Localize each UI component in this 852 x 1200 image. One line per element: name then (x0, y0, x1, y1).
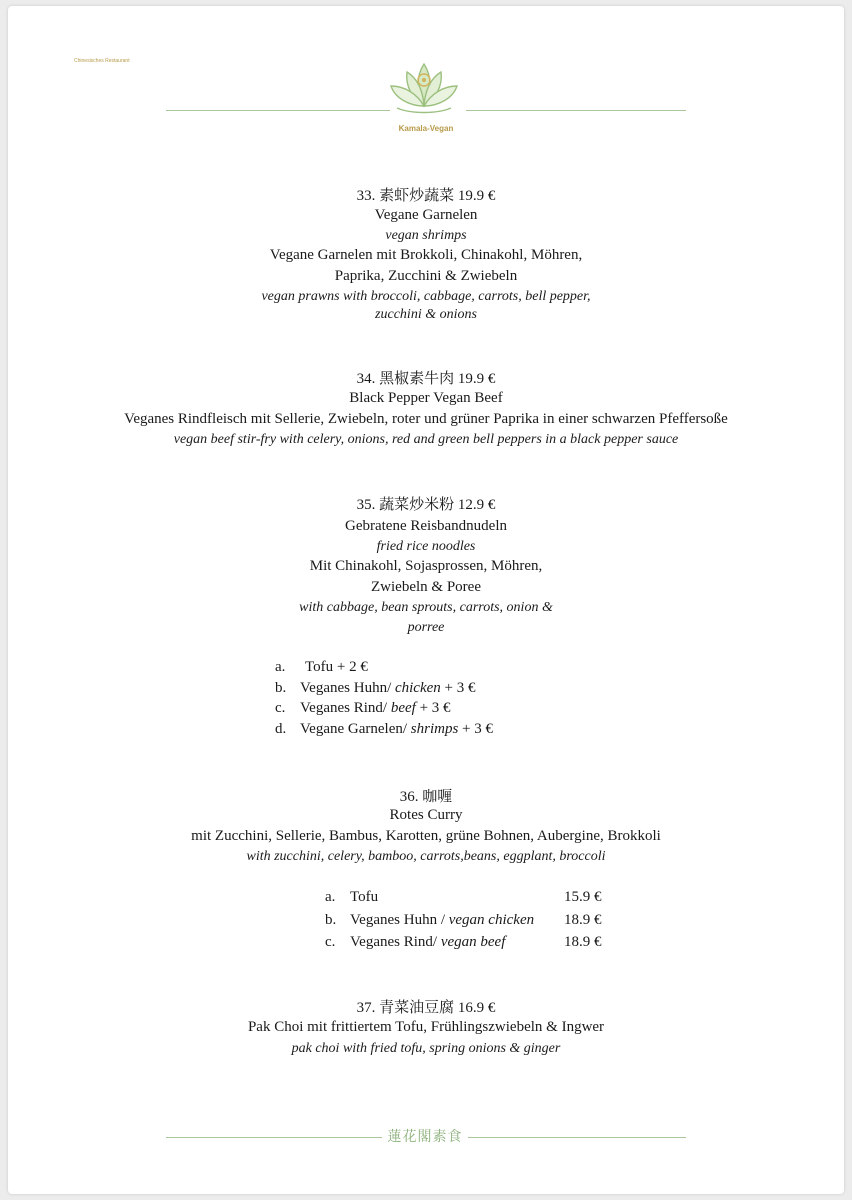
item-37-title: 37. 青菜油豆腐 16.9 € (356, 1000, 496, 1016)
item-34-desc-de: Veganes Rindfleisch mit Sellerie, Zwiebeln, roter und grüner Paprika in einer schwarzen Pfeffersoße (124, 411, 728, 427)
item-36-option-letter: a. (325, 889, 336, 905)
item-36-option-text: Tofu (350, 889, 379, 905)
item-36-option-text: Veganes Rind/ vegan beef (350, 934, 506, 950)
item-35-name-de: Gebratene Reisbandnudeln (344, 518, 508, 534)
item-36-option-price: 18.9 € (564, 912, 602, 928)
item-33-desc-en-1: vegan prawns with broccoli, cabbage, carrots, bell pepper, (261, 289, 591, 304)
item-33-desc-de-2: Paprika, Zucchini & Zwiebeln (334, 268, 518, 284)
item-35-desc-en-1: with cabbage, bean sprouts, carrots, onion & (299, 600, 553, 615)
item-35-option-letter: d. (275, 721, 287, 737)
item-35-option-text: Tofu + 2 € (305, 659, 368, 675)
item-36-name: Rotes Curry (389, 807, 463, 823)
item-35-desc-de-1: Mit Chinakohl, Sojasprossen, Möhren, (309, 558, 543, 574)
item-36-option-letter: c. (325, 934, 336, 950)
item-36-title: 36. 咖喱 (399, 789, 453, 805)
small-brand-label: Chinesisches Restaurant (74, 58, 130, 64)
item-36-desc-de: mit Zucchini, Sellerie, Bambus, Karotten, grüne Bohnen, Aubergine, Brokkoli (191, 828, 661, 844)
item-35-option-letter: c. (275, 700, 286, 716)
item-35-name-en: fried rice noodles (376, 539, 476, 554)
item-37-desc-en: pak choi with fried tofu, spring onions & ginger (291, 1041, 561, 1056)
item-36-option-price: 15.9 € (564, 889, 602, 905)
item-35-desc-de-2: Zwiebeln & Poree (371, 579, 481, 595)
brand-name: Kamala-Vegan (398, 124, 454, 133)
item-35-option-text: Vegane Garnelen/ shrimps + 3 € (300, 721, 494, 737)
item-36-option-letter: b. (325, 912, 337, 928)
item-35-title: 35. 蔬菜炒米粉 12.9 € (356, 497, 496, 513)
item-33-title: 33. 素虾炒蔬菜 19.9 € (356, 188, 496, 204)
item-35-option-letter: b. (275, 680, 287, 696)
item-36-option-text: Veganes Huhn / vegan chicken (350, 912, 535, 928)
item-34-name: Black Pepper Vegan Beef (349, 390, 503, 406)
item-35-option-letter: a. (275, 659, 286, 675)
item-34-title: 34. 黑椒素牛肉 19.9 € (356, 371, 496, 387)
menu-page (8, 6, 844, 1194)
item-35-desc-en-2: porree (407, 620, 445, 635)
item-33-desc-de-1: Vegane Garnelen mit Brokkoli, Chinakohl, Möhren, (269, 247, 583, 263)
header-rule-left (166, 110, 390, 111)
lotus-icon (383, 56, 465, 118)
item-34-desc-en: vegan beef stir-fry with celery, onions, red and green bell peppers in a black pepper sauce (173, 432, 679, 447)
footer-calligraphy: 蓮花閣素食 (387, 1130, 463, 1145)
item-36-desc-en: with zucchini, celery, bamboo, carrots,beans, eggplant, broccoli (246, 849, 606, 864)
item-35-option-text: Veganes Huhn/ chicken + 3 € (300, 680, 476, 696)
item-37-desc-de: Pak Choi mit frittiertem Tofu, Frühlingszwiebeln & Ingwer (247, 1019, 605, 1035)
item-33-desc-en-2: zucchini & onions (375, 307, 477, 322)
footer-rule-left (166, 1137, 382, 1138)
item-33-name-de: Vegane Garnelen (374, 207, 478, 223)
footer-rule-right (468, 1137, 686, 1138)
item-36-option-price: 18.9 € (564, 934, 602, 950)
header-rule-right (466, 110, 686, 111)
item-35-option-text: Veganes Rind/ beef + 3 € (300, 700, 451, 716)
item-33-name-en: vegan shrimps (385, 228, 467, 243)
